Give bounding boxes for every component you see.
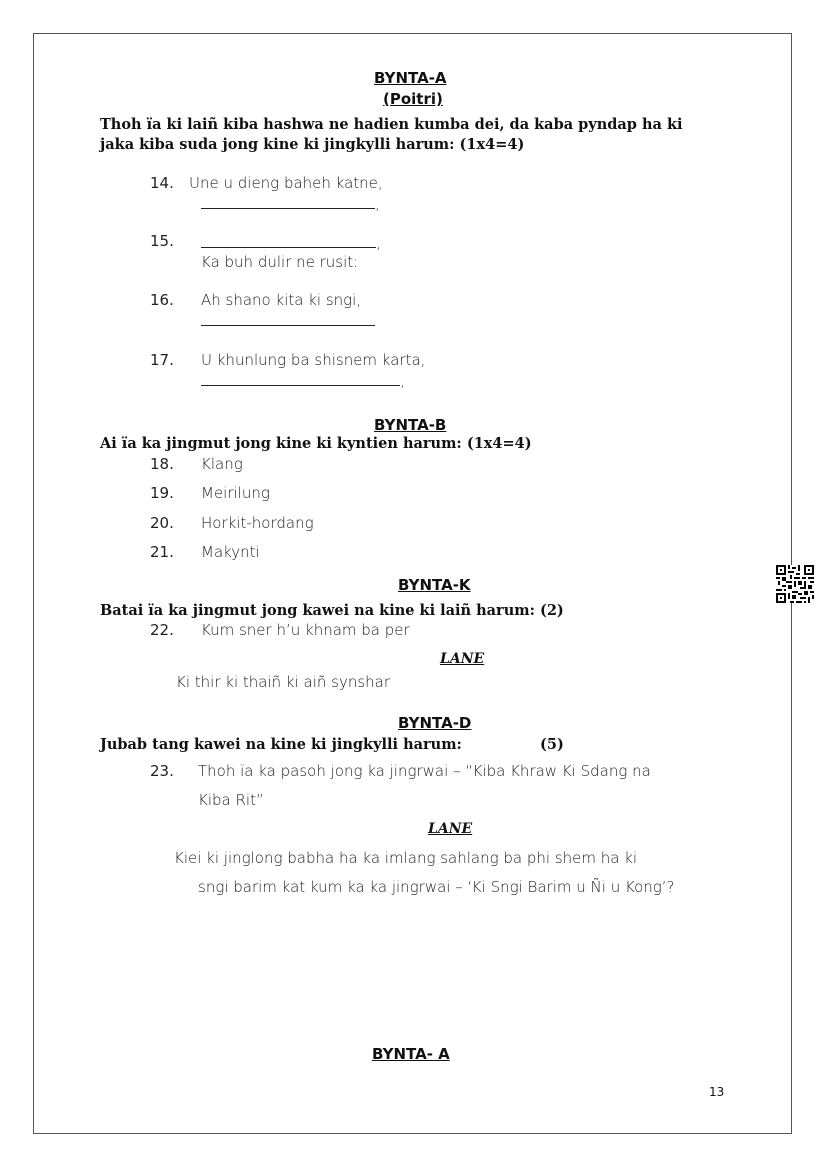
poem-line: Une u dieng baheh katne, [189,174,383,192]
vocab-item: Makynti [201,543,260,561]
answer-blank [201,325,375,326]
item-number: 19. [150,484,174,502]
vocab-item: Horkit-hordang [201,514,314,532]
section-b-heading: BYNTA-B [374,416,447,434]
section-a-heading: BYNTA-A [374,69,447,87]
question-number: 22. [150,621,174,639]
section-k-instruction: Batai ïa ka jingmut jong kawei na kine ki laiñ harum: (2) [100,602,564,619]
or-label: LANE [440,651,485,667]
item-number: 18. [150,455,174,473]
vocab-item: Meirilung [201,484,270,502]
section-k-heading: BYNTA-K [398,576,471,594]
poem-line: Ka buh dulir ne rusit: [201,253,359,271]
section-a-instruction-1: Thoh ïa ki laiñ kiba hashwa ne hadien kumba dei, da kaba pyndap ha ki [100,116,683,133]
item-number: 20. [150,514,174,532]
punctuation: , [400,372,405,390]
question-number: 14. [150,174,174,192]
punctuation: , [375,195,380,213]
section-d-marks: (5) [540,736,564,753]
question-text-line-1: Thoh ïa ka pasoh jong ka jingrwai – “Kiba Khraw Ki Sdang na [198,762,651,780]
alternative-text: Ki thir ki thaiñ ki aiñ synshar [176,673,391,691]
question-text-line-2: Kiba Rit” [198,791,264,809]
section-a-subheading: (Poitri) [383,90,443,108]
or-label: LANE [428,821,473,837]
question-number: 15. [150,232,174,250]
question-number: 23. [150,762,174,780]
section-a-instruction-2: jaka kiba suda jong kine ki jingkylli harum: (1x4=4) [100,136,525,153]
answer-blank [201,385,400,386]
vocab-item: Klang [201,455,243,473]
answer-blank [201,208,375,209]
alternative-line-2: sngi barim kat kum ka ka jingrwai – ‘Ki Sngi Barim u Ñi u Kong’? [198,878,675,896]
section-b-instruction: Ai ïa ka jingmut jong kine ki kyntien harum: (1x4=4) [100,435,532,452]
footer-heading: BYNTA- A [372,1045,450,1063]
poem-line: Ah shano kita ki sngi, [201,291,362,309]
section-d-heading: BYNTA-D [398,714,472,732]
question-number: 16. [150,291,174,309]
answer-blank [201,247,376,248]
question-number: 17. [150,351,174,369]
item-number: 21. [150,543,174,561]
poem-line: U khunlung ba shisnem karta, [201,351,426,369]
question-text: Kum sner h’u khnam ba per [201,621,410,639]
punctuation: , [376,234,381,252]
section-d-instruction: Jubab tang kawei na kine ki jingkylli harum: [100,736,462,753]
qr-code-icon [776,565,814,603]
page-number: 13 [709,1085,725,1099]
alternative-line-1: Kiei ki jinglong babha ha ka imlang sahlang ba phi shem ha ki [174,849,638,867]
